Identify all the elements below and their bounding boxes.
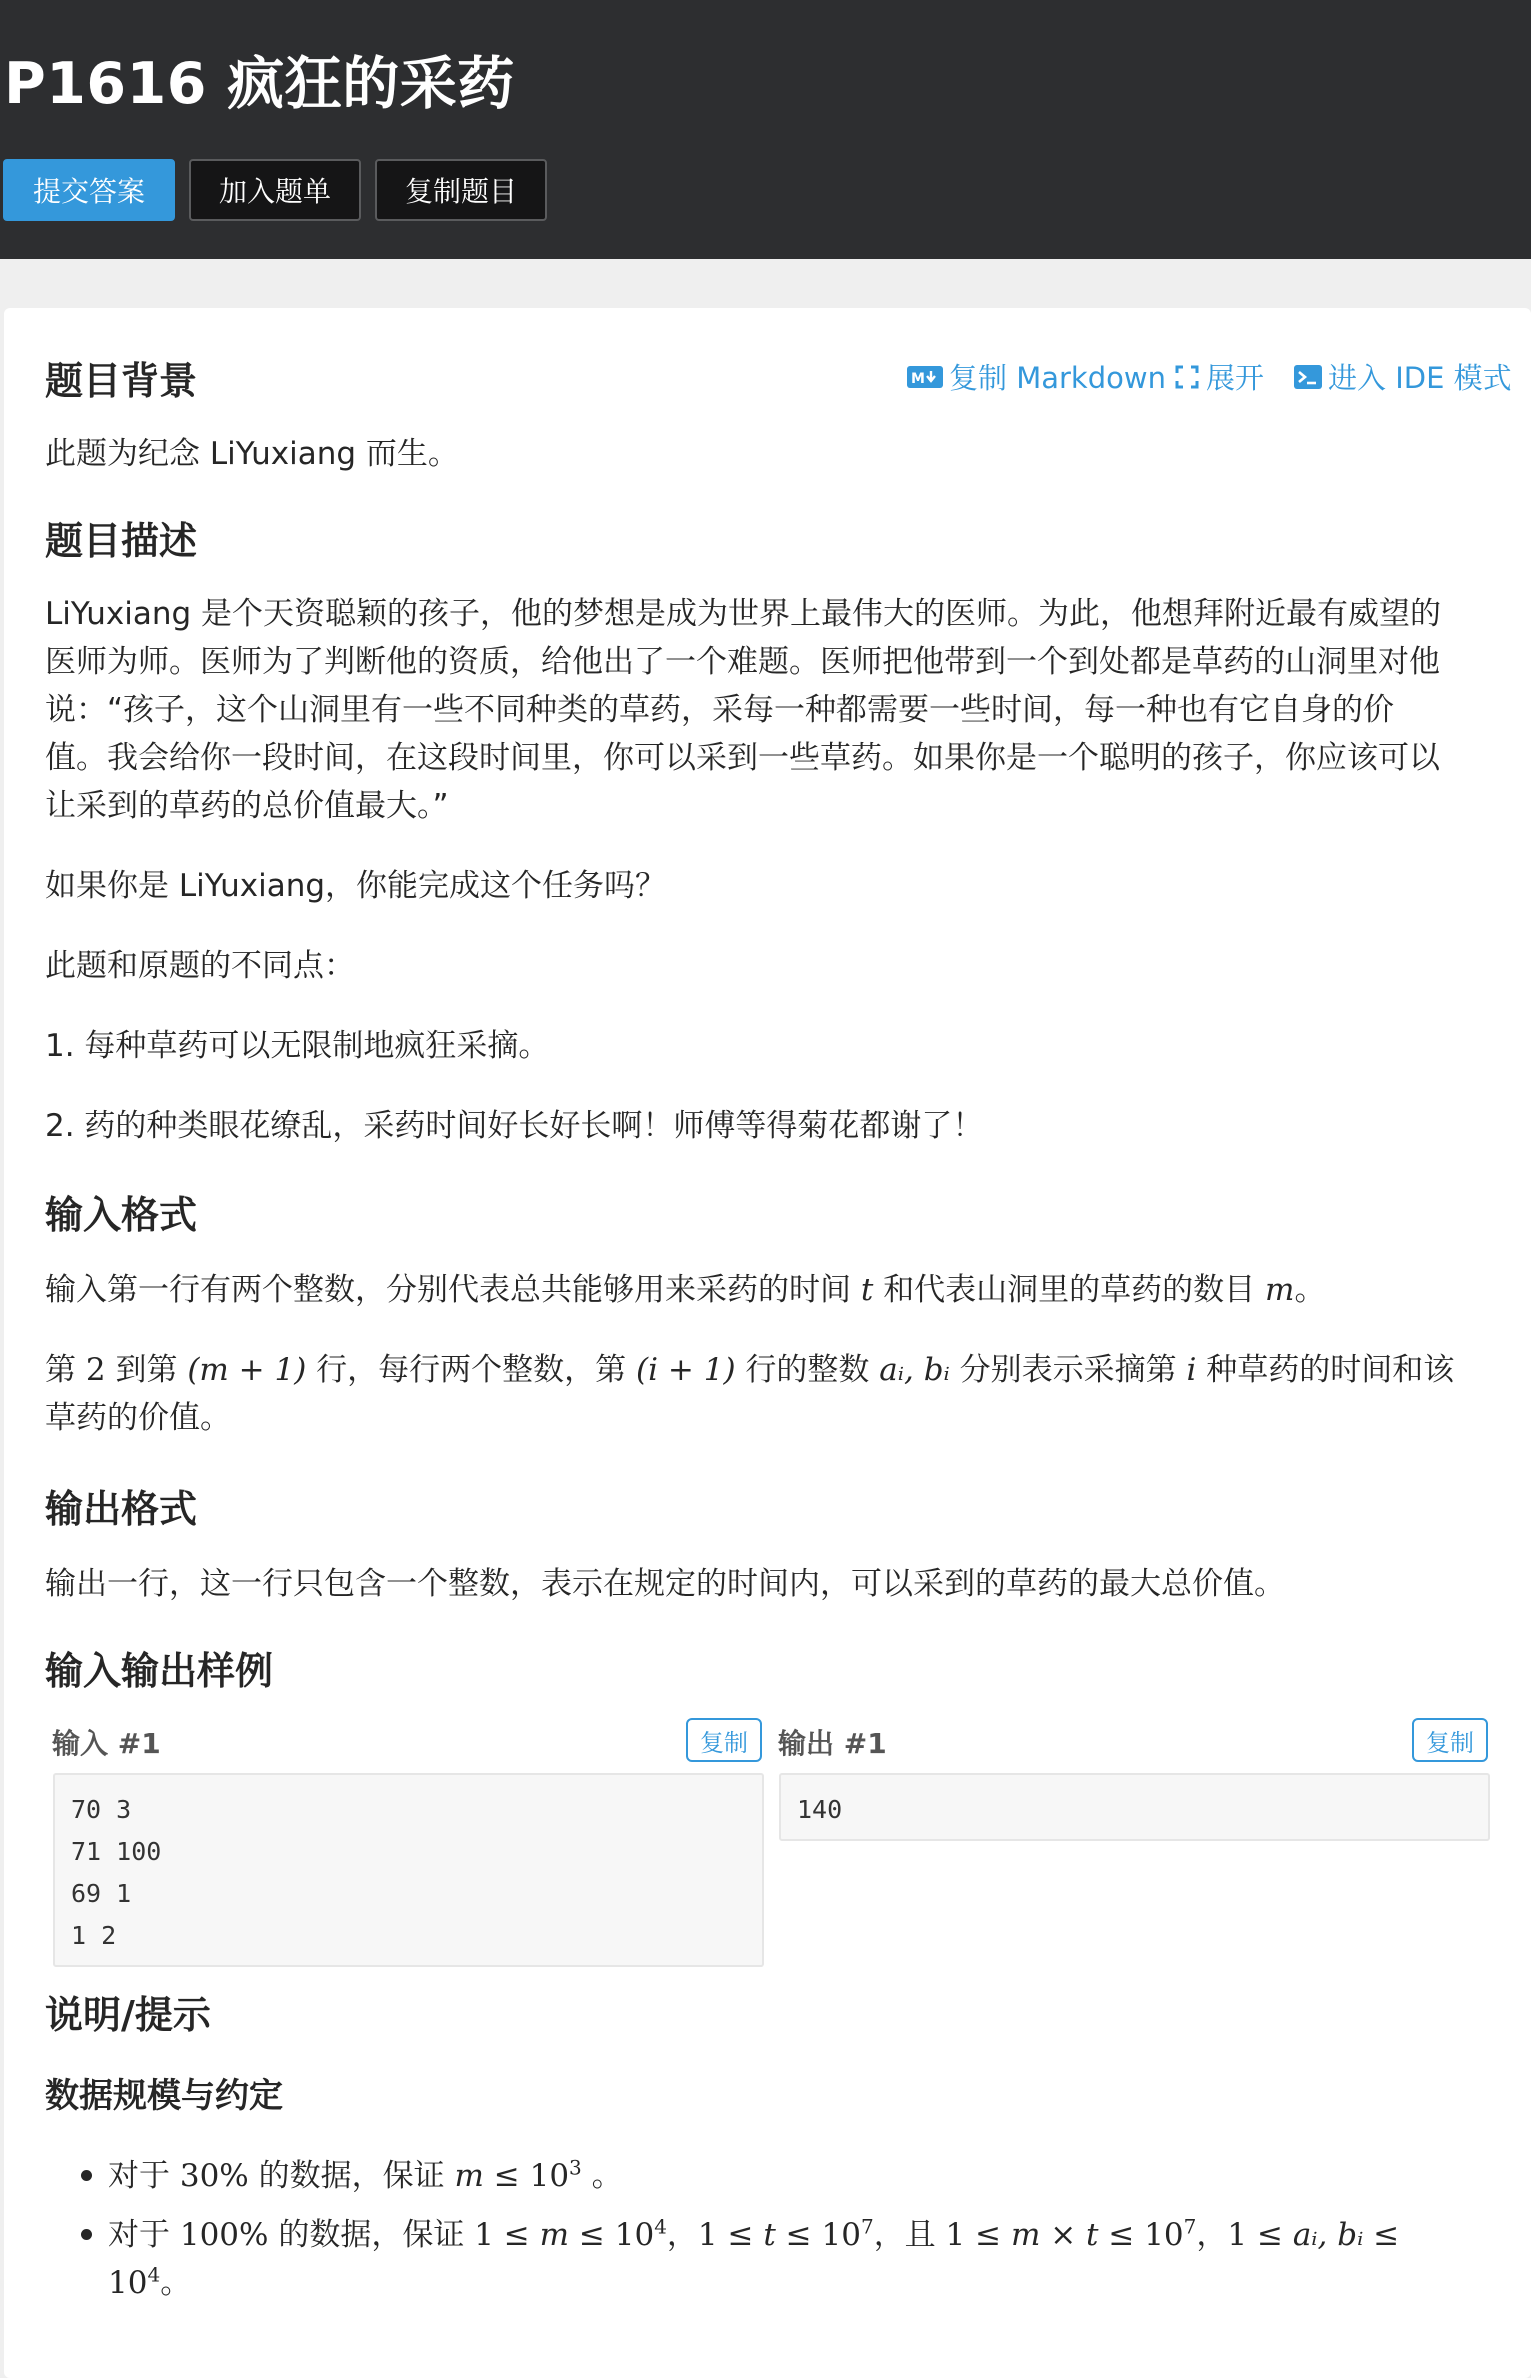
background-heading: 题目背景 (45, 359, 198, 403)
submit-answer-button[interactable]: 提交答案 (3, 159, 175, 221)
expand-label: 展开 (1206, 361, 1265, 395)
hint-heading: 说明/提示 (45, 1993, 211, 2037)
ide-mode-label: 进入 IDE 模式 (1328, 361, 1512, 395)
sample-output-label: 输出 #1 (778, 1727, 887, 1760)
difference-item: 2. 药的种类眼花缭乱，采药时间好长好长啊！师傅等得菊花都谢了！ (45, 1108, 984, 1144)
input-format-line3: 草药的价值。 (45, 1400, 231, 1436)
hint-subheading: 数据规模与约定 (45, 2076, 283, 2116)
constraint-item-continuation: $10^4$。 (108, 2262, 192, 2301)
input-format-line2: 第 2 到第 (m + 1) 行，每行两个整数，第 (i + 1) 行的整数 aᵢ, bᵢ 分别表示采摘第 i 种草药的时间和该 (45, 1352, 1455, 1388)
output-format-heading: 输出格式 (45, 1487, 198, 1531)
sample-input-box (53, 1773, 764, 1967)
page-title: P1616 疯狂的采药 (4, 51, 515, 117)
background-text: 此题为纪念 LiYuxiang 而生。 (45, 436, 459, 472)
problem-card (4, 308, 1531, 2378)
copy-problem-button[interactable]: 复制题目 (375, 159, 547, 221)
difference-intro: 此题和原题的不同点： (45, 948, 355, 984)
description-line: LiYuxiang 是个天资聪颖的孩子，他的梦想是成为世界上最伟大的医师。为此，他想拜附近最有威望的 (45, 596, 1442, 632)
code-line: 70 3 (71, 1795, 132, 1824)
sample-input-label: 输入 #1 (52, 1727, 161, 1760)
description-line: 说：“孩子，这个山洞里有一些不同种类的草药，采每一种都需要一些时间，每一种也有它自身的价 (45, 692, 1395, 728)
sample-output-box (779, 1773, 1490, 1841)
code-line: 69 1 (71, 1879, 132, 1908)
output-format-text: 输出一行，这一行只包含一个整数，表示在规定的时间内，可以采到的草药的最大总价值。 (45, 1566, 1285, 1602)
description-line: 医师为师。医师为了判断他的资质，给他出了一个难题。医师把他带到一个到处都是草药的山洞里对他 (45, 644, 1440, 680)
copy-input-button[interactable]: 复制 (686, 1718, 762, 1762)
difference-item: 1. 每种草药可以无限制地疯狂采摘。 (45, 1028, 550, 1064)
copy-output-button[interactable]: 复制 (1412, 1718, 1488, 1762)
terminal-icon (1294, 365, 1322, 389)
bullet (81, 2170, 92, 2181)
problem-header (0, 0, 1531, 259)
code-line: 71 100 (71, 1837, 162, 1866)
code-line: 1 2 (71, 1921, 117, 1950)
constraint-item: 对于 100% 的数据，保证 $1 \le m \le 10^4$，$1 \le t \le 10^7$，且 $1 \le m \times t \le 10^7$，1 ≤ aᵢ, bᵢ ≤ (108, 2214, 1400, 2253)
constraint-item: 对于 30% 的数据，保证 $m \le 10^3$ 。 (108, 2155, 623, 2194)
svg-text:M: M (911, 370, 925, 387)
expand-link[interactable] (1174, 356, 1264, 397)
expand-icon (1174, 364, 1200, 390)
bullet (81, 2229, 92, 2240)
ide-mode-link[interactable] (1294, 356, 1512, 397)
description-heading: 题目描述 (45, 519, 198, 563)
description-line: 值。我会给你一段时间，在这段时间里，你可以采到一些草药。如果你是一个聪明的孩子，你应该可以 (45, 740, 1440, 776)
description-line: 让采到的草药的总价值最大。” (45, 788, 449, 824)
samples-heading: 输入输出样例 (45, 1649, 274, 1693)
code-line: 140 (797, 1795, 843, 1824)
copy-markdown-link[interactable] (907, 356, 1166, 397)
copy-markdown-label: 复制 Markdown (949, 361, 1166, 395)
input-format-heading: 输入格式 (45, 1193, 198, 1237)
add-to-list-button[interactable]: 加入题单 (189, 159, 361, 221)
description-question: 如果你是 LiYuxiang，你能完成这个任务吗？ (45, 868, 667, 904)
input-format-line1: 输入第一行有两个整数，分别代表总共能够用来采药的时间 t 和代表山洞里的草药的数目 m。 (45, 1272, 1326, 1308)
markdown-icon (907, 366, 943, 388)
